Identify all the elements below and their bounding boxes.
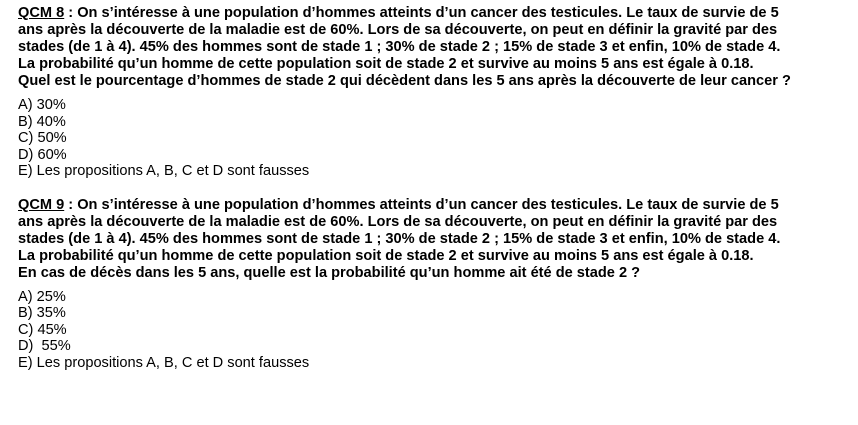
answer-option-b: B) 40%	[18, 113, 66, 130]
question-stem-line: La probabilité qu’un homme de cette population soit de stade 2 et survive au moins 5 ans est égale à 0.18.	[18, 56, 754, 72]
question-stem-line: stades (de 1 à 4). 45% des hommes sont de stade 1 ; 30% de stade 2 ; 15% de stade 3 et enfin, 10% de stade 4.	[18, 230, 781, 247]
question-text: On s’intéresse à une population d’hommes atteints d’un cancer des testicules. Le taux de survie de 5	[77, 196, 779, 213]
answer-option-a: A) 30%	[18, 97, 66, 113]
question-stem-line: stades (de 1 à 4). 45% des hommes sont de stade 1 ; 30% de stade 2 ; 15% de stade 3 et enfin, 10% de stade 4.	[18, 39, 781, 55]
question-stem-line	[18, 5, 848, 22]
answer-option-e: E) Les propositions A, B, C et D sont fausses	[18, 163, 310, 179]
answer-option-c: C) 45%	[18, 321, 67, 338]
question-stem-line: Quel est le pourcentage d’hommes de stade 2 qui décèdent dans les 5 ans après la découverte de leur cancer ?	[18, 73, 791, 89]
answer-option-e: E) Les propositions A, B, C et D sont fausses	[18, 354, 310, 371]
question-stem	[18, 5, 848, 90]
label-separator: :	[64, 5, 78, 21]
question-stem-line: ans après la découverte de la maladie est de 60%. Lors de sa découverte, on peut en définir la gravité par des	[18, 22, 778, 38]
answer-option-b: B) 35%	[18, 305, 66, 321]
question-stem-line: ans après la découverte de la maladie est de 60%. Lors de sa découverte, on peut en définir la gravité par des	[18, 213, 778, 230]
answer-option-d: D) 60%	[18, 146, 67, 163]
question-stem-line: La probabilité qu’un homme de cette population soit de stade 2 et survive au moins 5 ans est égale à 0.18.	[18, 247, 754, 264]
question-stem-line	[18, 197, 848, 214]
answer-option-c: C) 50%	[18, 130, 67, 146]
answer-options	[18, 97, 848, 180]
question-text: On s’intéresse à une population d’hommes atteints d’un cancer des testicules. Le taux de survie de 5	[77, 5, 779, 21]
question-label: QCM 9	[18, 196, 65, 213]
answer-option-a: A) 25%	[18, 288, 66, 305]
label-separator: :	[64, 196, 78, 213]
answer-options	[18, 289, 848, 372]
question-qcm-8	[18, 5, 848, 180]
question-stem-line: En cas de décès dans les 5 ans, quelle est la probabilité qu’un homme ait été de stade 2 ?	[18, 264, 641, 281]
question-stem	[18, 197, 848, 282]
question-qcm-9	[18, 197, 848, 372]
question-label: QCM 8	[18, 5, 65, 21]
answer-option-d: D) 55%	[18, 338, 71, 354]
